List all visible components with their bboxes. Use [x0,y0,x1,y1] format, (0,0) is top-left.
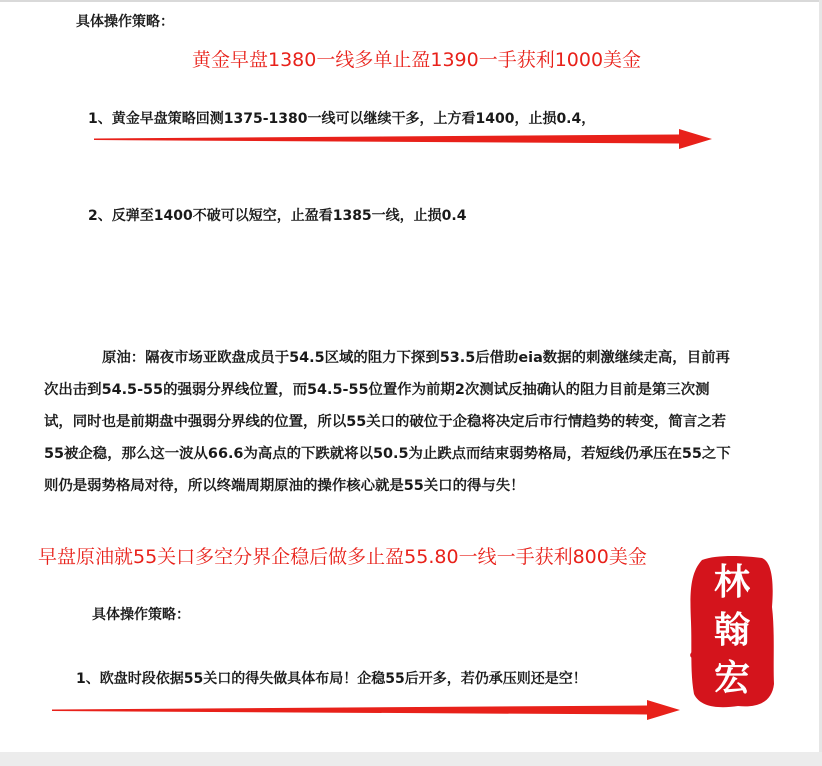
red-arrow-2 [52,699,682,721]
strategy-heading-gold: 具体操作策略： [76,14,174,30]
top-border [0,0,822,2]
red-arrow-1 [94,128,714,150]
gold-step-1: 1、黄金早盘策略回测1375-1380一线可以继续干多，上方看1400，止损0.4， [88,111,596,127]
seal-char-2: 翰 [713,609,750,651]
gold-profit-title: 黄金早盘1380一线多单止盈1390一手获利1000美金 [192,49,642,71]
strategy-heading-oil: 具体操作策略： [92,607,190,623]
bottom-band [0,752,822,766]
seal-stamp [688,552,776,710]
oil-profit-title: 早盘原油就55关口多空分界企稳后做多止盈55.80一线一手获利800美金 [38,546,647,568]
oil-analysis-paragraph: 原油：隔夜市场亚欧盘成员于54.5区域的阻力下探到53.5后借助eia数据的刺激继续走高，目前再次出击到54.5-55的强弱分界线位置，而54.5-55位置作为前期2次测试反抽确认的阻力目前是第三次测试，同时也是前期盘中强弱分界线的位置，所以55关口的破位于企稳将决定后市行情趋势的转变，简言之若55被企稳，那么这一波从66.6为高点的下跌就将以50.5为止跌点而结束弱势格局，若短线仍承压在55之下则仍是弱势格局对待，所以终端周期原油的操作核心就是55关口的得与失！ [44,350,731,494]
seal-char-1: 林 [713,561,750,603]
gold-step-2: 2、反弹至1400不破可以短空，止盈看1385一线，止损0.4 [88,208,467,224]
seal-char-3: 宏 [713,657,750,699]
oil-step-1: 1、欧盘时段依据55关口的得失做具体布局！企稳55后开多，若仍承压则还是空！ [76,671,587,687]
